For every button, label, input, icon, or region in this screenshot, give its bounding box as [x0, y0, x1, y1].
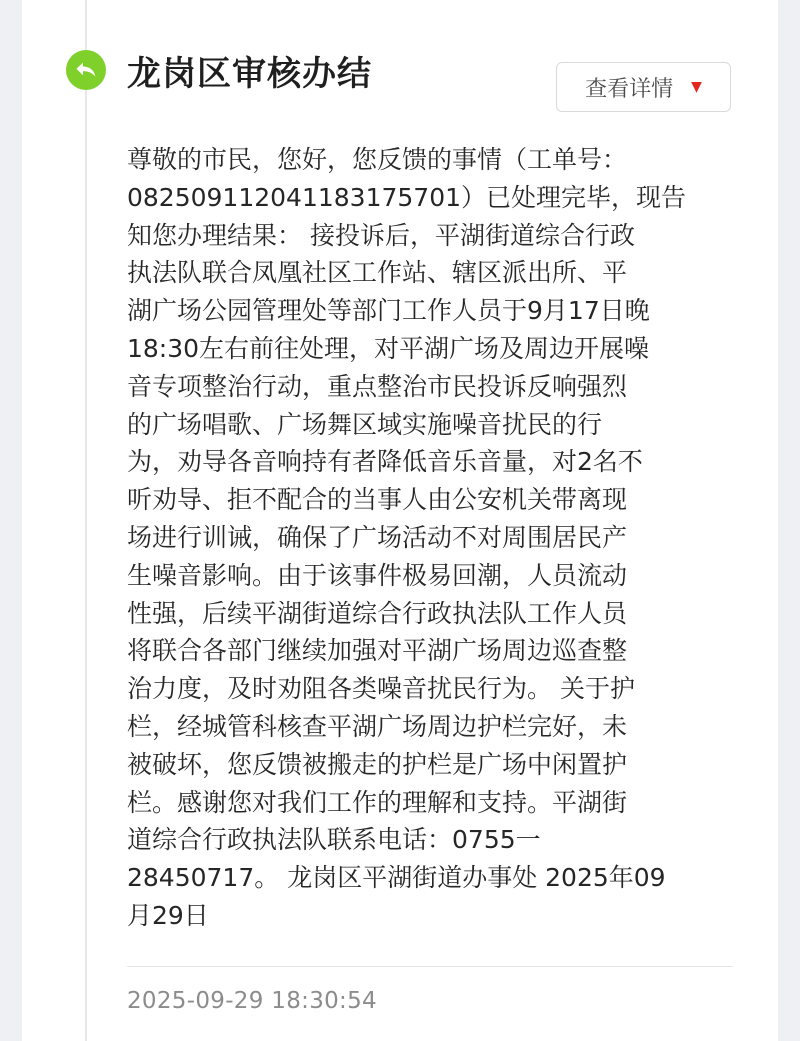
content-line: 知您办理结果： 接投诉后，平湖街道综合行政	[127, 220, 635, 250]
content-line: 栏。感谢您对我们工作的理解和支持。平湖街	[127, 787, 628, 817]
content-line: 道综合行政执法队联系电话：0755一	[127, 825, 541, 855]
content-line: 湖广场公园管理处等部门工作人员于9月17日晚	[127, 296, 650, 326]
divider	[127, 966, 733, 967]
content-line: 为，劝导各音响持有者降低音乐音量，对2名不	[127, 447, 643, 477]
undo-arrow-icon	[66, 50, 106, 90]
content-line: 场进行训诫，确保了广场活动不对周围居民产	[127, 522, 628, 552]
content-line: 将联合各部门继续加强对平湖广场周边巡查整	[127, 636, 628, 666]
content-line: 栏，经城管科核查平湖广场周边护栏完好，未	[127, 711, 628, 741]
content-line: 音专项整治行动，重点整治市民投诉反响强烈	[127, 371, 628, 401]
view-details-label: 查看详情	[585, 76, 674, 102]
record-timestamp: 2025-09-29 18:30:54	[127, 988, 377, 1014]
content-line: 082509112041183175701）已处理完毕，现告	[127, 182, 687, 212]
content-line: 18:30左右前往处理，对平湖广场及周边开展噪	[127, 333, 650, 363]
content-line: 听劝导、拒不配合的当事人由公安机关带离现	[127, 485, 628, 515]
caret-down-icon: ▼	[691, 79, 702, 95]
content-line: 28450717。 龙岗区平湖街道办事处 2025年09	[127, 863, 666, 893]
content-line: 尊敬的市民，您好，您反馈的事情（工单号：	[127, 145, 628, 174]
content-line: 治力度，及时劝阻各类噪音扰民行为。 关于护	[127, 674, 635, 704]
content-line: 被破坏，您反馈被搬走的护栏是广场中闲置护	[127, 749, 628, 779]
content-line: 生噪音影响。由于该事件极易回潮，人员流动	[127, 560, 628, 590]
timeline-line	[85, 0, 87, 1041]
content-line: 的广场唱歌、广场舞区域实施噪音扰民的行	[127, 409, 603, 439]
content-line: 执法队联合凤凰社区工作站、辖区派出所、平	[127, 258, 628, 288]
content-line: 月29日	[127, 900, 209, 930]
record-content	[127, 141, 727, 935]
view-details-button[interactable]	[556, 62, 731, 112]
content-line: 性强，后续平湖街道综合行政执法队工作人员	[127, 598, 628, 628]
record-title: 龙岗区审核办结	[127, 54, 372, 94]
